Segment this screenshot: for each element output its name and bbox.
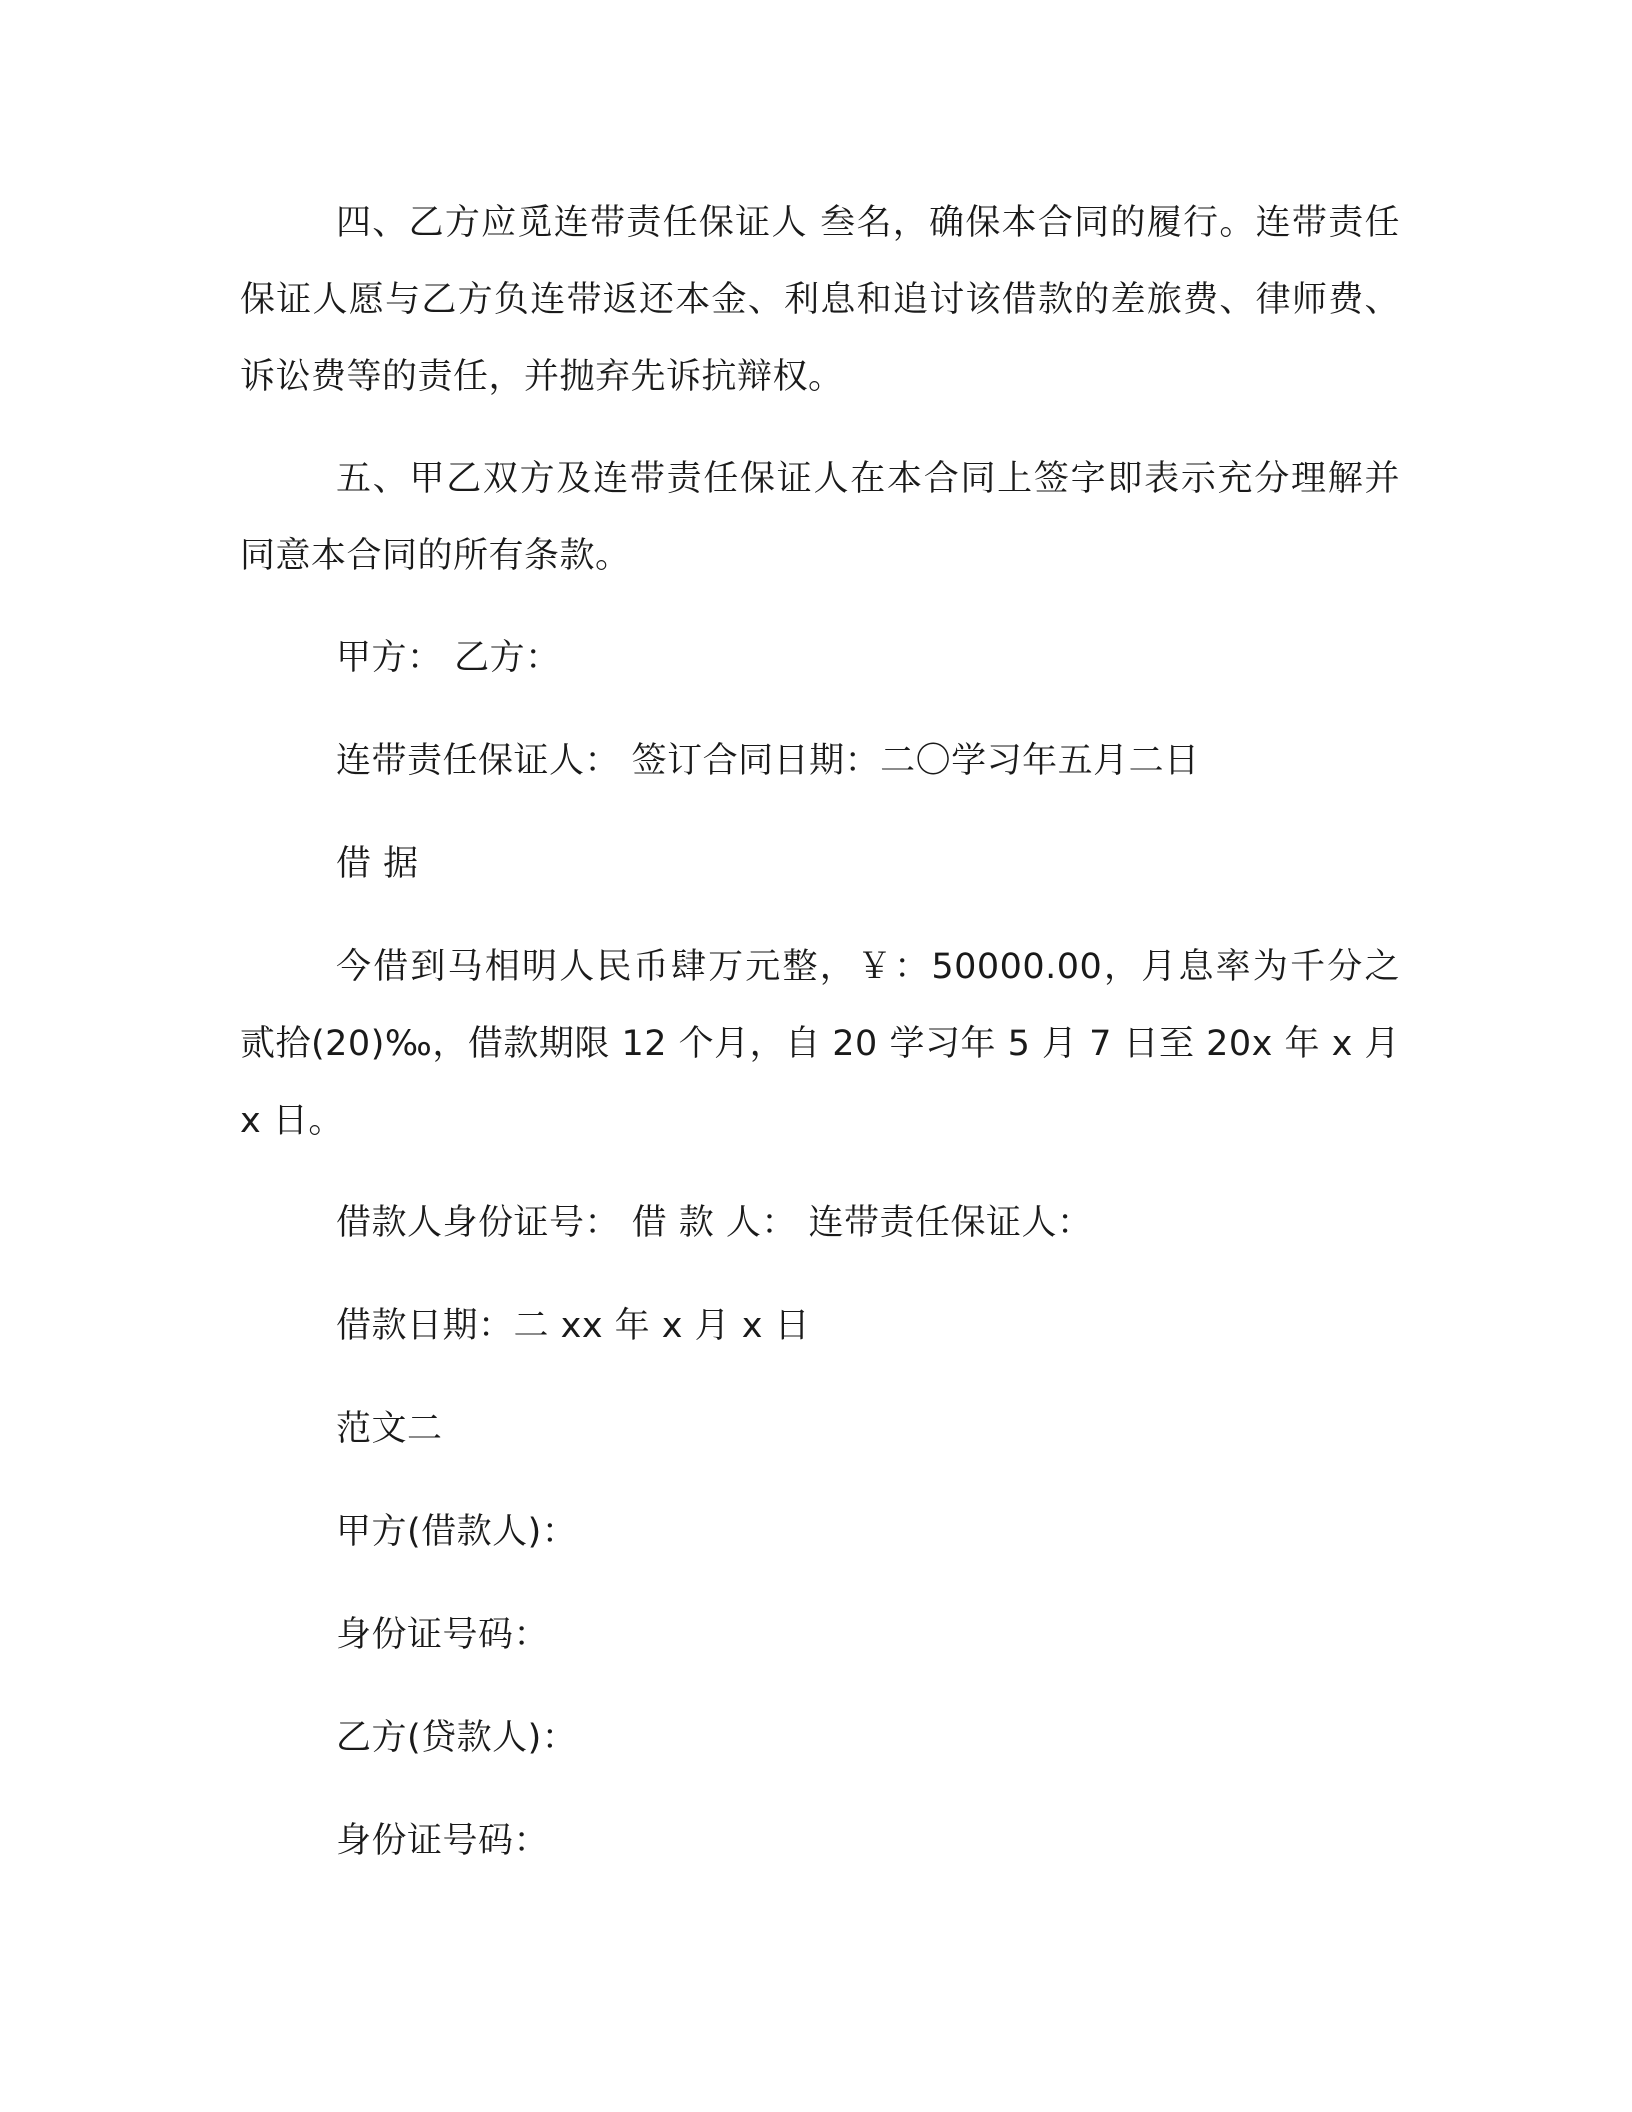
document-page (240, 185, 1400, 1880)
loan-date-line: 借款日期：二 xx 年 x 月 x 日 (336, 1306, 811, 1346)
clause-five-paragraph: 五、甲乙双方及连带责任保证人在本合同上签字即表示充分理解并同意本合同的所有条款。 (240, 459, 1400, 576)
iou-body-paragraph: 今借到马相明人民币肆万元整，￥：50000.00，月息率为千分之 贰拾(20)‰，借款期限 12 个月，自 20 学习年 5 月 7 日至 20x 年 x 月 x 日。 (240, 947, 1400, 1141)
iou-heading: 借 据 (336, 844, 419, 884)
clause-four-paragraph: 四、乙方应觅连带责任保证人 叁名，确保本合同的履行。连带责任保证人愿与乙方负连带返还本金、利息和追讨该借款的差旅费、律师费、诉讼费等的责任，并抛弃先诉抗辩权。 (240, 203, 1400, 397)
guarantor-date-line: 连带责任保证人： 签订合同日期：二〇学习年五月二日 (336, 741, 1200, 781)
party-b-lender-line: 乙方(贷款人)： (336, 1718, 578, 1758)
party-b-id-line: 身份证号码： (336, 1821, 550, 1861)
party-a-id-line: 身份证号码： (336, 1615, 550, 1655)
party-a-borrower-line: 甲方(借款人)： (336, 1512, 578, 1552)
template-two-heading: 范文二 (336, 1409, 443, 1449)
borrower-signature-line: 借款人身份证号： 借 款 人： 连带责任保证人： (336, 1203, 1093, 1243)
party-signature-line: 甲方： 乙方： (336, 638, 561, 678)
